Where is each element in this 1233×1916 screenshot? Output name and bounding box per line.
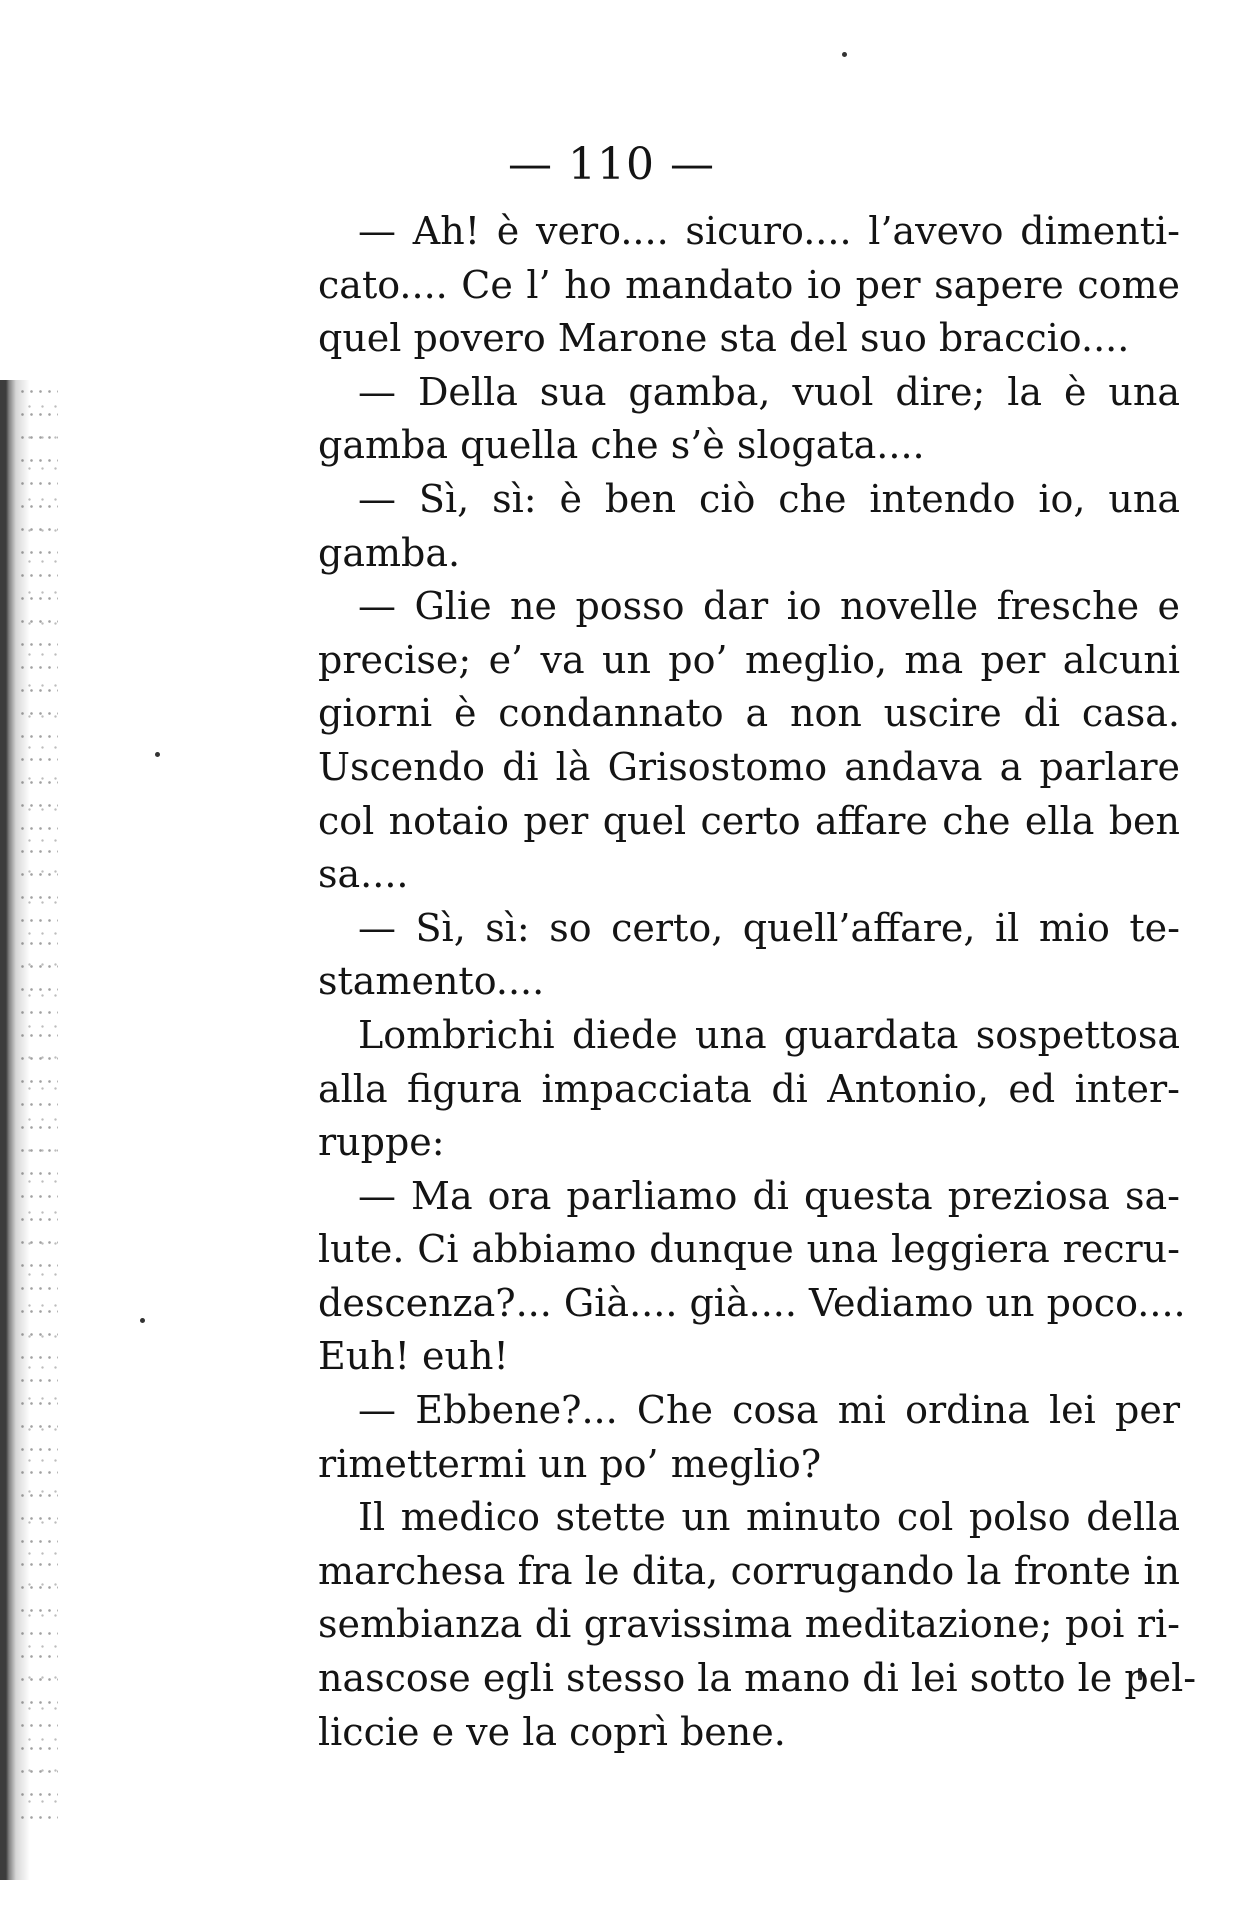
body-text <box>318 205 1197 1759</box>
text-line: sembianza di gravissima meditazione; poi ri- <box>318 1602 1180 1647</box>
text-line: gamba. <box>318 530 461 575</box>
text-line: — Della sua gamba, vuol dire; la è una <box>358 369 1180 414</box>
text-line: — Sì, sì: è ben ciò che intendo io, una <box>358 476 1180 521</box>
text-line: descenza?... Già.... già.... Vediamo un poco.... <box>318 1280 1186 1325</box>
page-number: — 110 — <box>508 139 715 190</box>
text-line: — Ah! è vero.... sicuro.... l’avevo dimenti- <box>358 209 1180 253</box>
text-line: Uscendo di là Grisostomo andava a parlare <box>318 744 1180 789</box>
scan-speck <box>140 1318 145 1323</box>
text-line: nascose egli stesso la mano di lei sotto le pel- <box>318 1656 1197 1701</box>
text-line: sa.... <box>318 852 409 897</box>
text-line: rimettermi un po’ meglio? <box>318 1441 822 1486</box>
text-line: Euh! euh! <box>318 1334 509 1379</box>
scan-noise <box>18 380 58 1830</box>
text-line: precise; e’ va un po’ meglio, ma per alcuni <box>318 637 1180 682</box>
text-line: liccie e ve la coprì bene. <box>318 1709 786 1754</box>
text-line: ruppe: <box>318 1120 445 1165</box>
scan-speck <box>155 752 160 757</box>
text-line: gamba quella che s’è slogata.... <box>318 423 925 468</box>
text-line: stamento.... <box>318 959 545 1004</box>
text-line: Lombrichi diede una guardata sospettosa <box>358 1012 1180 1057</box>
text-line: marchesa fra le dita, corrugando la fronte in <box>318 1548 1180 1593</box>
text-line: — Sì, sì: so certo, quell’affare, il mio te- <box>358 905 1180 950</box>
text-line: — Glie ne posso dar io novelle fresche e <box>358 584 1180 629</box>
text-line: col notaio per quel certo affare che ella ben <box>318 798 1180 843</box>
text-line: — Ebbene?... Che cosa mi ordina lei per <box>358 1388 1180 1433</box>
text-line: giorni è condannato a non uscire di casa. <box>318 691 1180 736</box>
text-line: lute. Ci abbiamo dunque una leggiera recru- <box>318 1227 1180 1272</box>
text-line: alla figura impacciata di Antonio, ed inter- <box>318 1066 1180 1111</box>
text-line: quel povero Marone sta del suo braccio.... <box>318 316 1130 361</box>
text-line: — Ma ora parliamo di questa preziosa sa- <box>358 1173 1180 1218</box>
text-line: cato.... Ce l’ ho mandato io per sapere come <box>318 262 1180 307</box>
text-line: Il medico stette un minuto col polso della <box>358 1495 1180 1540</box>
scan-speck <box>842 52 847 57</box>
